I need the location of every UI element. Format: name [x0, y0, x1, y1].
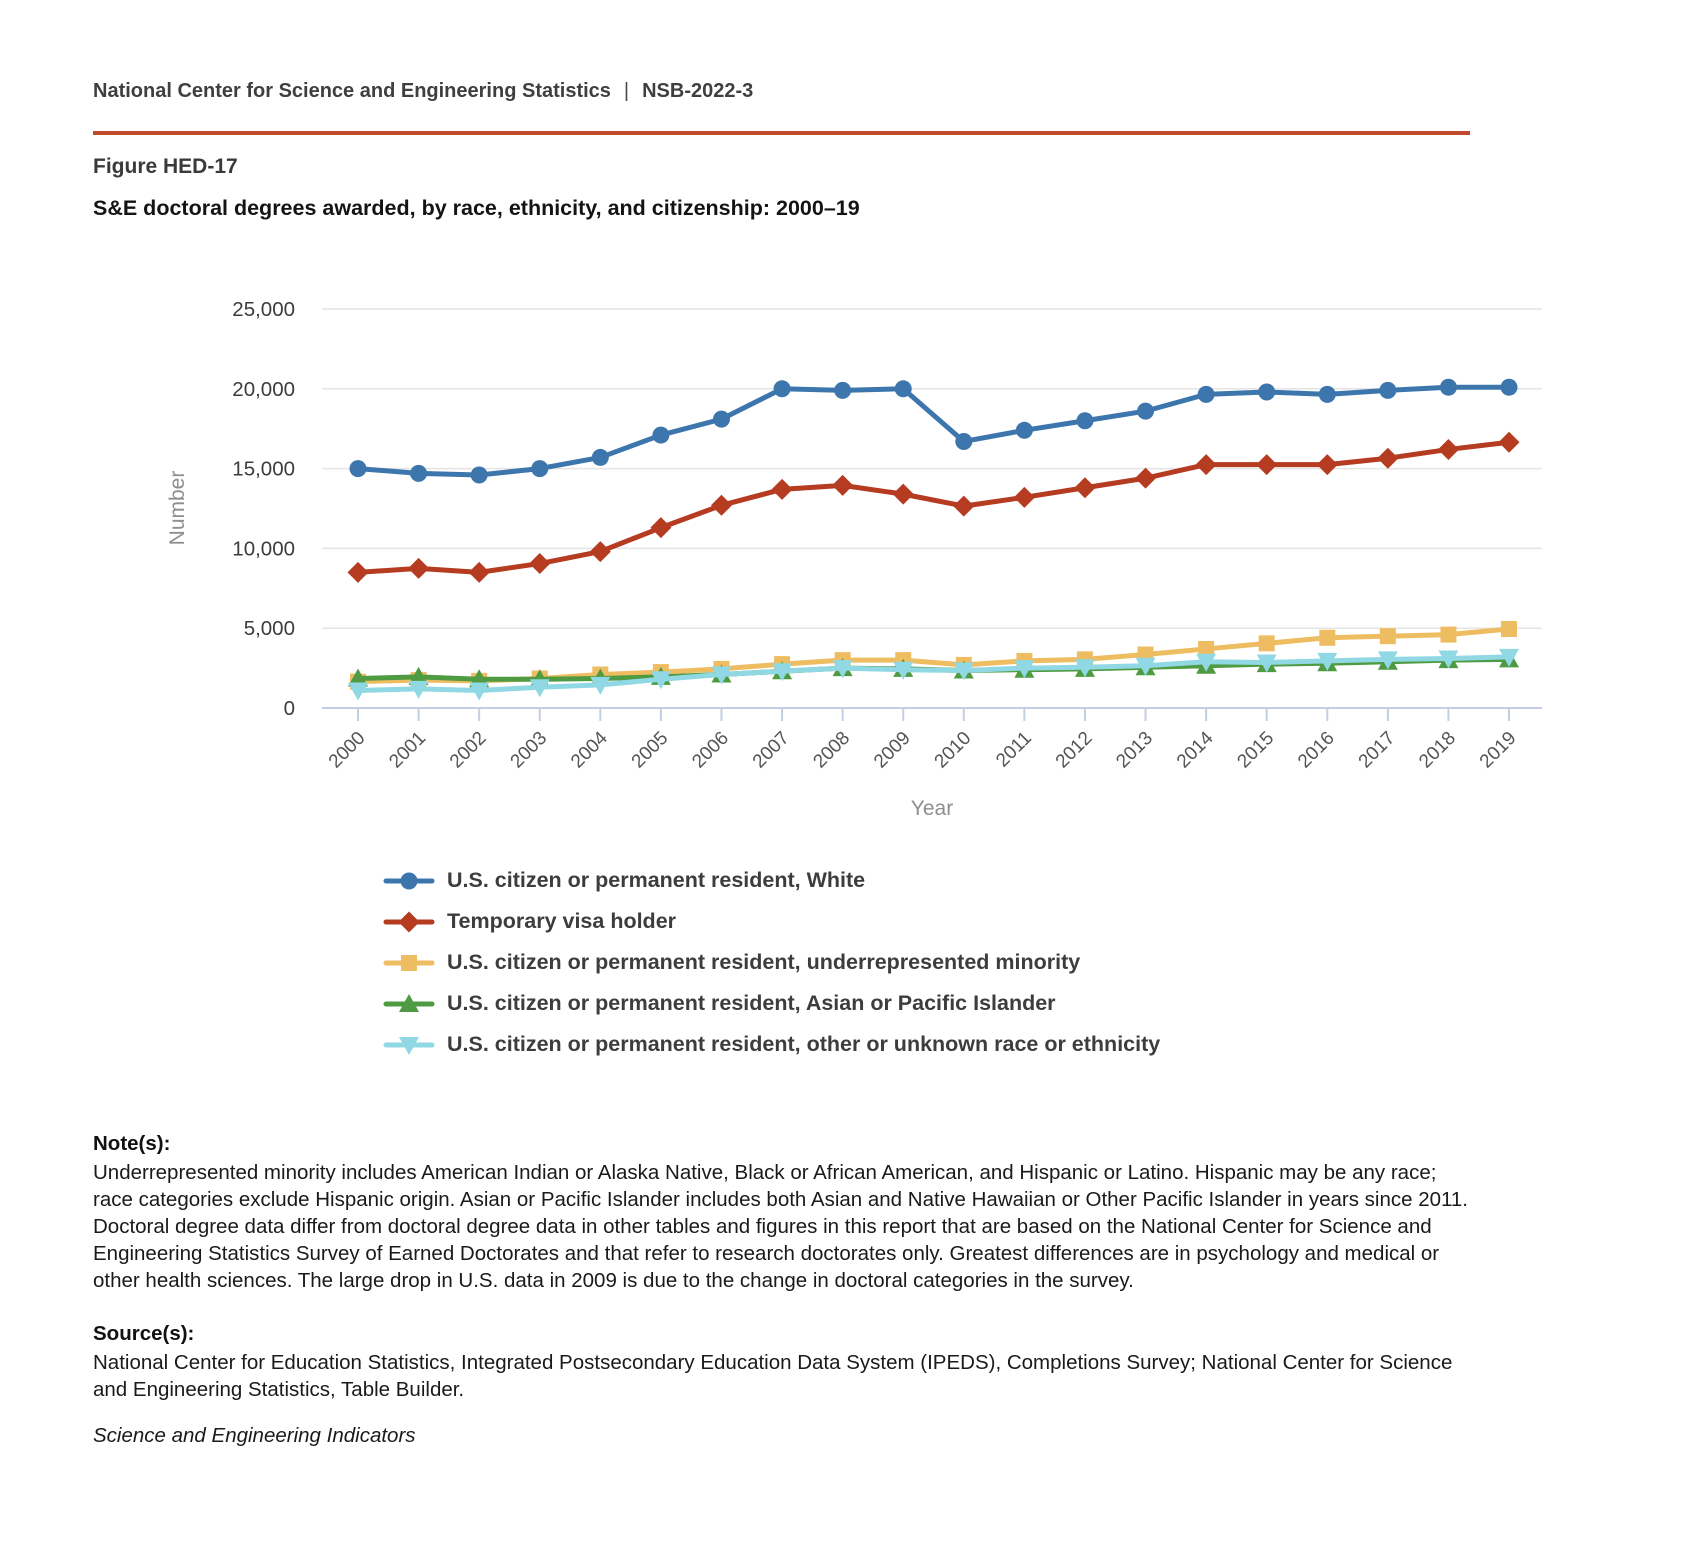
- sources-label: Source(s):: [93, 1322, 195, 1345]
- legend-marker-circle-icon: [383, 869, 435, 893]
- legend-item: [383, 983, 1160, 1024]
- x-tick-label: 2017: [1354, 727, 1400, 773]
- diamond-marker: [1377, 448, 1398, 469]
- legend-item: [383, 1024, 1160, 1065]
- circle-marker: [1319, 386, 1336, 403]
- circle-marker: [350, 460, 367, 477]
- series-2: [348, 432, 1520, 583]
- diamond-marker: [1256, 454, 1277, 475]
- circle-marker: [1016, 422, 1033, 439]
- y-axis-labels: [232, 298, 295, 720]
- square-marker: [1319, 630, 1335, 646]
- circle-marker: [774, 380, 791, 397]
- x-tick-label: 2004: [567, 727, 612, 773]
- sources-section: [93, 1322, 1473, 1403]
- x-tick-label: 2019: [1475, 727, 1521, 773]
- square-marker: [1380, 628, 1396, 644]
- diamond-marker: [1438, 439, 1459, 460]
- header-rule: [93, 131, 1470, 135]
- notes-label: Note(s):: [93, 1132, 171, 1155]
- legend-label: U.S. citizen or permanent resident, Asian or Pacific Islander: [447, 991, 1056, 1015]
- legend-marker-triangle-up-icon: [383, 992, 435, 1016]
- notes-text: Underrepresented minority includes American Indian or Alaska Native, Black or African American, and Hispanic or Latino. Hispanic may be any race; race categories exclude Hispanic origin. Asian or Pacific Islander includes both Asian and Native Hawaiian or Other Pacific Islander in years since 2011. Doctoral degree data differ from doctoral degree data in other tables and figures in this report that are based on the National Center for Science and Engineering Statistics Survey of Earned Doctorates and that refer to research doctorates only. Greatest differences are in psychology and medical or other health sciences. The large drop in U.S. data in 2009 is due to the change in doctoral categories in the survey.: [93, 1161, 1468, 1292]
- circle-marker: [1440, 379, 1457, 396]
- x-tick-label: 2000: [324, 727, 370, 773]
- square-marker: [1440, 627, 1456, 643]
- square-marker: [1259, 635, 1275, 651]
- diamond-marker: [1499, 432, 1520, 453]
- y-tick-label: 5,000: [243, 617, 295, 641]
- diamond-marker: [1135, 468, 1156, 489]
- series-line: [358, 629, 1509, 682]
- circle-marker: [1379, 382, 1396, 399]
- header-report-id: NSB-2022-3: [642, 80, 754, 102]
- y-tick-label: 15,000: [232, 457, 295, 481]
- x-tick-label: 2001: [385, 727, 431, 773]
- legend-item: [383, 901, 1160, 942]
- square-marker: [1501, 621, 1517, 637]
- diamond-marker: [711, 495, 732, 516]
- circle-marker: [895, 380, 912, 397]
- x-tick-label: 2011: [992, 727, 1036, 772]
- figure-title: S&E doctoral degrees awarded, by race, ethnicity, and citizenship: 2000–19: [93, 196, 860, 220]
- x-tick-label: 2009: [870, 727, 915, 773]
- legend-marker-square-icon: [383, 951, 435, 975]
- legend-marker-diamond-icon: [383, 910, 435, 934]
- circle-marker: [1501, 379, 1518, 396]
- circle-marker: [1076, 412, 1093, 429]
- diamond-marker: [408, 558, 429, 579]
- y-tick-label: 25,000: [232, 298, 295, 321]
- x-axis-title: Year: [910, 797, 954, 820]
- header-separator: |: [623, 80, 630, 102]
- x-tick-label: 2012: [1051, 727, 1097, 773]
- circle-marker: [1137, 403, 1154, 420]
- header-org: National Center for Science and Engineering Statistics: [93, 80, 611, 102]
- legend-label: Temporary visa holder: [447, 909, 677, 933]
- diamond-marker: [348, 562, 369, 583]
- series-5: [348, 649, 1519, 701]
- y-axis-title: Number: [166, 470, 189, 546]
- x-tick-label: 2010: [930, 727, 976, 773]
- diamond-marker: [1317, 454, 1338, 475]
- diamond-marker: [772, 479, 793, 500]
- x-tick-label: 2015: [1233, 727, 1279, 773]
- line-chart: [0, 255, 1700, 855]
- x-tick-label: 2016: [1294, 727, 1339, 773]
- x-tick-label: 2007: [748, 727, 794, 773]
- series-1: [350, 379, 1518, 484]
- sources-text: National Center for Education Statistics, Integrated Postsecondary Education Data System (IPEDS), Completions Survey; National Center for Science and Engineering Statistics, Table Builder.: [93, 1351, 1453, 1401]
- circle-marker: [1198, 386, 1215, 403]
- notes-section: [93, 1132, 1473, 1294]
- x-tick-label: 2005: [627, 727, 673, 773]
- y-tick-label: 20,000: [232, 377, 295, 401]
- legend-item: [383, 860, 1160, 901]
- x-tick-label: 2003: [506, 727, 552, 773]
- y-tick-label: 10,000: [232, 537, 295, 561]
- legend-marker-triangle-down-icon: [383, 1033, 435, 1057]
- grid-lines: [322, 309, 1542, 628]
- circle-marker: [410, 465, 427, 482]
- diamond-marker: [590, 541, 611, 562]
- square-marker: [401, 955, 417, 971]
- diamond-marker: [650, 517, 671, 538]
- x-tick-label: 2014: [1172, 727, 1218, 773]
- legend-label: U.S. citizen or permanent resident, underrepresented minority: [447, 950, 1081, 974]
- x-tick-label: 2002: [445, 727, 491, 773]
- circle-marker: [1258, 383, 1275, 400]
- x-tick-label: 2008: [809, 727, 855, 773]
- circle-marker: [531, 460, 548, 477]
- x-tick-label: 2006: [688, 727, 734, 773]
- x-axis: [322, 708, 1542, 721]
- report-header: [93, 80, 753, 103]
- diamond-marker: [529, 553, 550, 574]
- diamond-marker: [893, 484, 914, 505]
- x-tick-label: 2013: [1112, 727, 1158, 773]
- publication-name: Science and Engineering Indicators: [93, 1424, 416, 1447]
- circle-marker: [834, 382, 851, 399]
- diamond-marker: [832, 475, 853, 496]
- circle-marker: [401, 872, 418, 889]
- series-line: [358, 442, 1509, 572]
- diamond-marker: [1196, 454, 1217, 475]
- circle-marker: [592, 449, 609, 466]
- diamond-marker: [469, 562, 490, 583]
- legend-label: U.S. citizen or permanent resident, other or unknown race or ethnicity: [447, 1032, 1161, 1056]
- circle-marker: [955, 433, 972, 450]
- diamond-marker: [399, 911, 420, 932]
- circle-marker: [652, 427, 669, 444]
- legend-item: [383, 942, 1160, 983]
- x-axis-labels: [325, 727, 1521, 772]
- figure-label: Figure HED-17: [93, 155, 238, 178]
- diamond-marker: [1014, 487, 1035, 508]
- circle-marker: [471, 466, 488, 483]
- chart-legend: [383, 860, 1160, 1065]
- diamond-marker: [1074, 477, 1095, 498]
- diamond-marker: [953, 496, 974, 517]
- circle-marker: [713, 411, 730, 428]
- x-tick-label: 2018: [1415, 727, 1460, 773]
- legend-label: U.S. citizen or permanent resident, White: [447, 868, 866, 892]
- y-tick-label: 0: [283, 697, 295, 720]
